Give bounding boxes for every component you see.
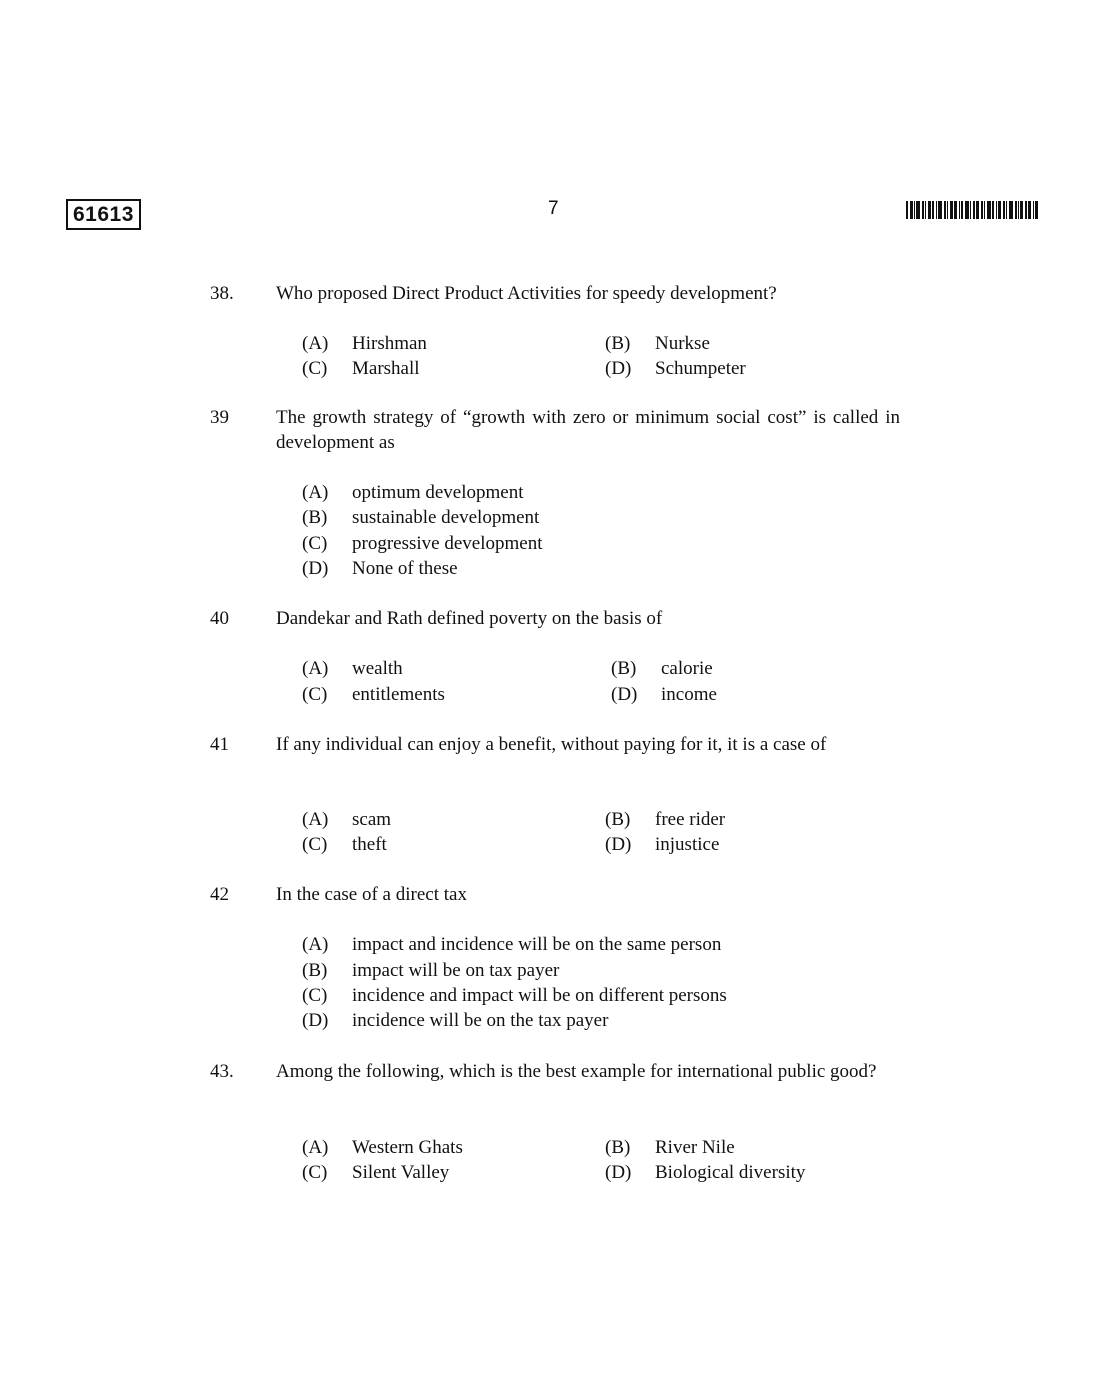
option-text: River Nile (655, 1137, 735, 1158)
option-d (605, 832, 719, 857)
question-number: 38. (210, 283, 234, 304)
option-text: Marshall (352, 358, 420, 379)
option-d (302, 556, 458, 581)
option-label: (D) (611, 684, 638, 705)
option-a (302, 480, 524, 505)
option-d (611, 682, 717, 707)
option-b (302, 505, 539, 530)
option-text: Hirshman (352, 333, 427, 354)
option-text: progressive development (352, 533, 543, 554)
option-label: (C) (302, 834, 328, 855)
option-text: calorie (661, 658, 713, 679)
option-d (605, 1160, 805, 1185)
option-text: impact and incidence will be on the same person (352, 934, 722, 955)
option-text: injustice (655, 834, 720, 855)
question-text: Among the following, which is the best example for international public good? (276, 1061, 877, 1082)
option-label: (A) (302, 333, 329, 354)
option-label: (B) (302, 507, 328, 528)
option-c (302, 832, 387, 857)
option-label: (C) (302, 1162, 328, 1183)
option-label: (B) (302, 960, 328, 981)
question-number: 40 (210, 608, 229, 629)
option-b (605, 807, 725, 832)
question-number: 42 (210, 884, 229, 905)
option-label: (A) (302, 658, 329, 679)
option-text: optimum development (352, 482, 524, 503)
page-number: 7 (548, 198, 559, 219)
option-label: (A) (302, 482, 329, 503)
option-b (605, 1135, 735, 1160)
option-d (302, 1008, 608, 1033)
option-b (611, 656, 713, 681)
option-b (605, 331, 710, 356)
option-label: (B) (605, 333, 631, 354)
paper-code-box: 61613 (66, 199, 141, 230)
option-a (302, 1135, 463, 1160)
option-text: Nurkse (655, 333, 710, 354)
option-label: (D) (605, 834, 632, 855)
option-text: free rider (655, 809, 726, 830)
option-c (302, 356, 420, 381)
option-b (302, 958, 559, 983)
option-text: impact will be on tax payer (352, 960, 560, 981)
option-text: Biological diversity (655, 1162, 806, 1183)
option-text: scam (352, 809, 392, 830)
option-label: (D) (302, 558, 329, 579)
option-text: Schumpeter (655, 358, 746, 379)
option-text: wealth (352, 658, 403, 679)
barcode-icon (906, 201, 1038, 219)
option-text: incidence and impact will be on different persons (352, 985, 727, 1006)
option-c (302, 531, 542, 556)
question-text: Dandekar and Rath defined poverty on the basis of (276, 608, 663, 629)
question-text: In the case of a direct tax (276, 884, 467, 905)
option-label: (B) (605, 809, 631, 830)
option-label: (B) (611, 658, 637, 679)
question-number: 41 (210, 734, 229, 755)
option-d (605, 356, 746, 381)
question-text: Who proposed Direct Product Activities for speedy development? (276, 283, 777, 304)
option-c (302, 1160, 449, 1185)
option-text: sustainable development (352, 507, 540, 528)
option-label: (C) (302, 985, 328, 1006)
option-label: (A) (302, 809, 329, 830)
option-text: incidence will be on the tax payer (352, 1010, 609, 1031)
option-text: None of these (352, 558, 458, 579)
question-number: 39 (210, 407, 229, 428)
option-text: Silent Valley (352, 1162, 450, 1183)
option-a (302, 807, 391, 832)
option-text: Western Ghats (352, 1137, 463, 1158)
question-number: 43. (210, 1061, 234, 1082)
option-a (302, 656, 403, 681)
option-label: (D) (605, 1162, 632, 1183)
option-text: income (661, 684, 717, 705)
question-text: The growth strategy of “growth with zero or minimum social cost” is called in development as (276, 407, 900, 453)
option-label: (D) (302, 1010, 329, 1031)
option-label: (C) (302, 358, 328, 379)
option-label: (D) (605, 358, 632, 379)
option-a (302, 932, 721, 957)
option-c (302, 983, 727, 1008)
option-a (302, 331, 427, 356)
option-label: (B) (605, 1137, 631, 1158)
option-label: (C) (302, 533, 328, 554)
option-c (302, 682, 445, 707)
option-text: theft (352, 834, 387, 855)
option-label: (A) (302, 1137, 329, 1158)
option-text: entitlements (352, 684, 445, 705)
option-label: (A) (302, 934, 329, 955)
option-label: (C) (302, 684, 328, 705)
question-text: If any individual can enjoy a benefit, without paying for it, it is a case of (276, 734, 827, 755)
